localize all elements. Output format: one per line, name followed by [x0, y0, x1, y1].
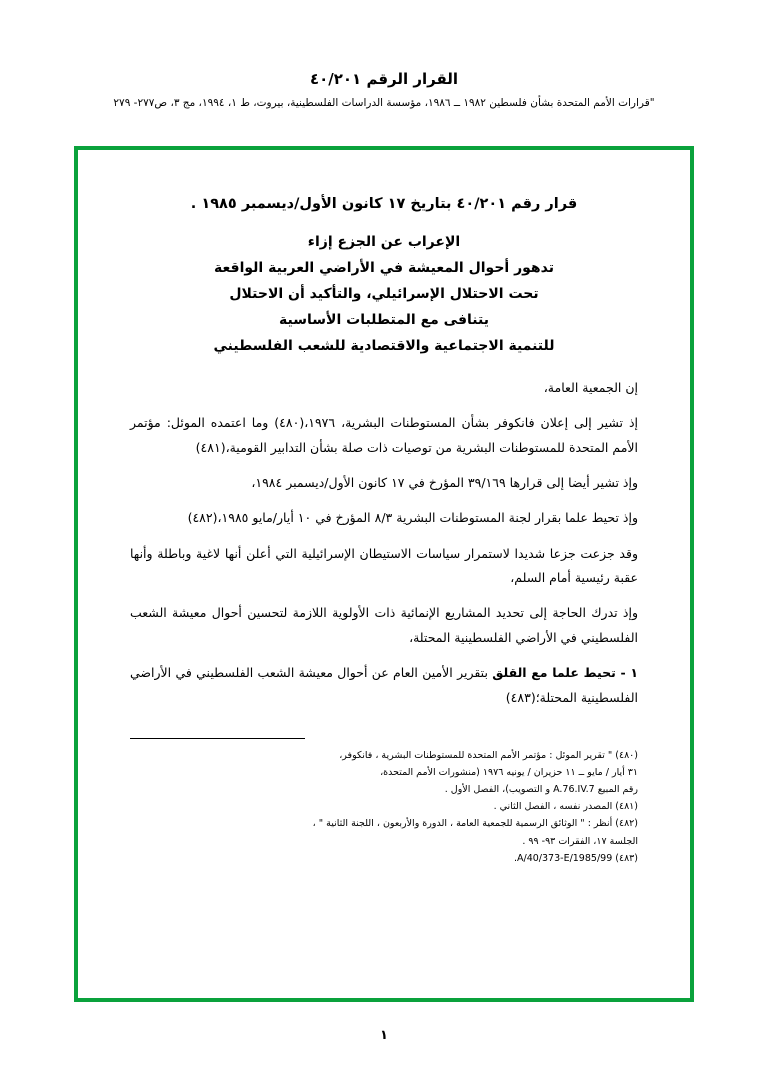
footnotes — [130, 747, 638, 867]
source-citation: "قرارات الأمم المتحدة بشأن فلسطين ١٩٨٢ ــ ١٩٨٦، مؤسسة الدراسات الفلسطينية، بيروت، ط ١، ١٩٩٤، مج ٣، ص٢٧٧- ٢٧٩ — [113, 96, 655, 109]
resolution-body — [130, 376, 638, 710]
page-number: ١ — [380, 1028, 388, 1043]
paragraph-operative-1 — [130, 661, 638, 710]
paragraph-gravely-concerned: وقد جزعت جزعا شديدا لاستمرار سياسات الاستيطان الإسرائيلية التي أعلن أنها لاغية وباطلة وأنها عقبة رئيسية أمام السلم، — [130, 545, 638, 585]
document-header — [0, 70, 768, 110]
paragraph-noting-commission-decision: وإذ تحيط علما بقرار لجنة المستوطنات البشرية ٨/٣ المؤرخ في ١٠ أيار/مايو ١٩٨٥،(٤٨٢) — [187, 510, 638, 526]
heading-line-5: للتنمية الاجتماعية والاقتصادية للشعب الفلسطيني — [213, 337, 555, 354]
paragraph-recalling-res-39-169: وإذ تشير أيضا إلى قرارها ٣٩/١٦٩ المؤرخ في ١٧ كانون الأول/ديسمبر ١٩٨٤، — [251, 474, 638, 490]
heading-line-2: تدهور أحوال المعيشة في الأراضي العربية الواقعة — [214, 260, 554, 277]
content-frame-inner — [78, 150, 690, 998]
resolution-reference: قرار رقم ٤٠/٢٠١ بتاريخ ١٧ كانون الأول/ديسمبر ١٩٨٥ . — [190, 196, 578, 212]
paragraph-aware-of-need: وإذ تدرك الحاجة إلى تحديد المشاريع الإنمائية ذات الأولوية اللازمة لتحسين أحوال معيشة الشعب الفلسطيني في الأراضي الفلسطينية المحتلة، — [130, 605, 638, 645]
footnote-separator — [130, 738, 638, 739]
footnote-line-2: ٣١ أيار / مايو ــ ١١ حزيران / يونيه ١٩٧٦ (منشورات الأمم المتحدة، — [380, 767, 638, 779]
footnote-line-7: (٤٨٣) A/40/373-E/1985/99. — [513, 852, 638, 864]
paragraph-recalling-habitat: إذ تشير إلى إعلان فانكوفر بشأن المستوطنات البشرية، ١٩٧٦،(٤٨٠) وما اعتمده الموئل: مؤتمر الأمم المتحدة للمستوطنات البشرية من توصيات ذات صلة بشأن التدابير القومية،(٤٨١) — [130, 415, 638, 455]
footnote-rule — [130, 738, 305, 739]
heading-line-3: تحت الاحتلال الإسرائيلي، والتأكيد أن الاحتلال — [229, 286, 539, 303]
footnote-line-4: (٤٨١) المصدر نفسه ، الفصل الثاني . — [493, 801, 638, 813]
footnote-line-5: (٤٨٢) أنظر : " الوثائق الرسمية للجمعية العامة ، الدورة والأربعون ، اللجنة الثانية " ، — [312, 818, 638, 830]
operative-1-lead: ١ - تحيط علما مع القلق — [492, 665, 638, 681]
page-title: القرار الرقم ٤٠/٢٠١ — [309, 70, 459, 88]
content-frame — [74, 146, 694, 1002]
footnote-line-1: (٤٨٠) " تقرير الموئل : مؤتمر الأمم المتحدة للمستوطنات البشرية ، فانكوفر، — [339, 750, 638, 762]
resolution-heading — [130, 230, 638, 359]
footnote-line-6: الجلسة ١٧، الفقرات ٩٣- ٩٩ . — [522, 835, 638, 847]
heading-line-4: يتنافى مع المتطلبات الأساسية — [279, 311, 489, 328]
paragraph-opening: إن الجمعية العامة، — [543, 379, 638, 395]
footnote-line-3: رقم المبيع A.76.IV.7 و التصويب)، الفصل الأول . — [444, 784, 638, 796]
operative-1-text: بتقرير الأمين العام عن أحوال معيشة الشعب الفلسطيني في الأراضي الفلسطينية المحتلة؛(٤٨٣) — [130, 665, 638, 705]
heading-line-1: الإعراب عن الجزع إزاء — [307, 234, 461, 251]
